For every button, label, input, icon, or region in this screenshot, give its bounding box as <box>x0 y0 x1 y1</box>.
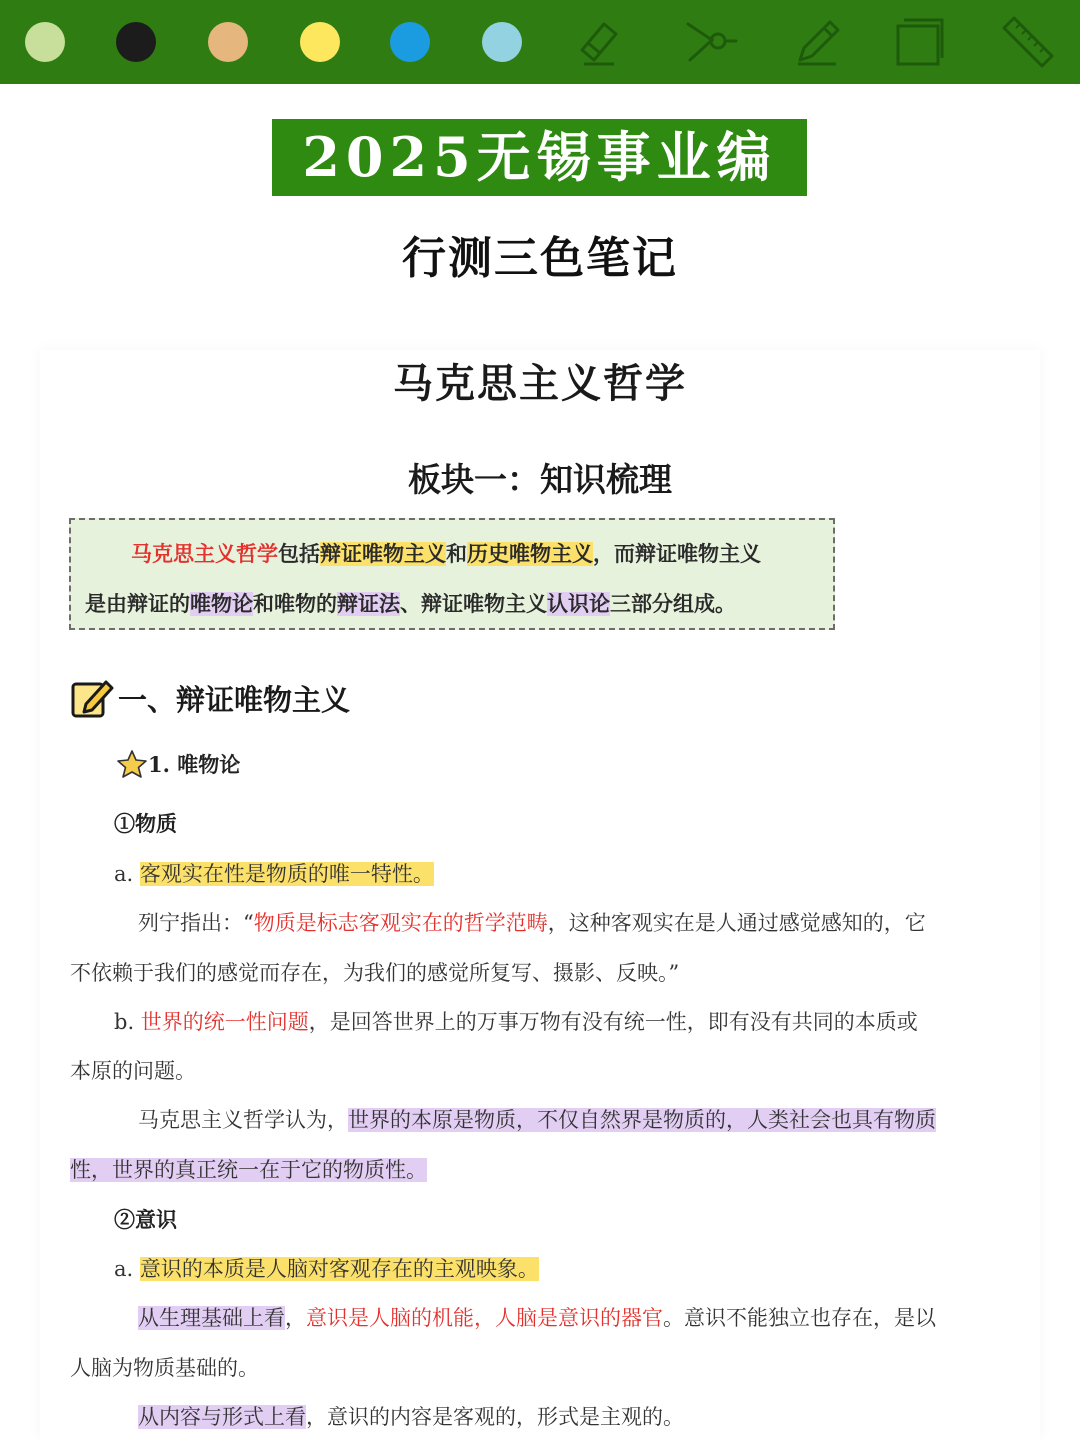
body-text: ， <box>285 1306 306 1330</box>
highlight-text: 从内容与形式上看 <box>138 1405 306 1429</box>
summary-text: 、辩证唯物主义 <box>400 592 547 616</box>
summary-text: 和唯物的 <box>253 592 337 616</box>
physiology-line-2: 人脑为物质基础的。 <box>70 1356 259 1380</box>
body-text: 列宁指出：“ <box>138 911 254 935</box>
content-form-line <box>138 1401 684 1431</box>
red-term: 意识是人脑的机能，人脑是意识的器官 <box>306 1306 663 1330</box>
summary-highlight: 认识论 <box>547 592 610 616</box>
subtitle: 行测三色笔记 <box>402 233 678 284</box>
matter-point-b-line-2: 本原的问题。 <box>70 1059 196 1083</box>
summary-text: 和 <box>446 542 467 566</box>
color-swatch-light-green[interactable] <box>25 22 65 62</box>
compass-icon[interactable] <box>682 14 738 70</box>
color-swatch-light-blue[interactable] <box>482 22 522 62</box>
color-swatch-blue[interactable] <box>390 22 430 62</box>
eraser-icon[interactable] <box>570 14 626 70</box>
red-term: 物质是标志客观实在的哲学范畴 <box>253 911 548 935</box>
summary-box <box>69 518 835 630</box>
edit-note-icon <box>70 676 116 720</box>
heading-1 <box>70 676 350 720</box>
consciousness-point-a <box>114 1253 539 1283</box>
marxism-view-line-2 <box>70 1154 427 1184</box>
summary-line-1 <box>131 538 761 568</box>
heading-1-text: 一、辩证唯物主义 <box>118 682 351 717</box>
color-swatch-tan[interactable] <box>208 22 248 62</box>
heading-2-text: 1. 唯物论 <box>148 752 241 777</box>
summary-term: 马克思主义哲学 <box>131 542 278 566</box>
summary-text: 包括 <box>278 542 320 566</box>
body-text: 马克思主义哲学认为， <box>138 1108 348 1132</box>
list-label: a. <box>114 1257 140 1281</box>
marxism-view-line-1 <box>138 1104 936 1134</box>
summary-line-2 <box>85 588 736 618</box>
red-term: 世界的统一性问题 <box>140 1010 309 1034</box>
lenin-quote-line-2: 不依赖于我们的感觉而存在，为我们的感觉所复写、摄影、反映。” <box>70 961 680 985</box>
body-text: ，这种客观实在是人通过感觉感知的，它 <box>547 911 926 935</box>
section-title: 板块一：知识梳理 <box>408 460 672 499</box>
summary-highlight: 唯物论 <box>190 592 253 616</box>
star-icon <box>116 748 148 780</box>
highlight-text: 意识的本质是人脑对客观存在的主观映象。 <box>139 1257 539 1281</box>
summary-text: ，而辩证唯物主义 <box>593 542 761 566</box>
list-label: b. <box>114 1010 141 1034</box>
subheading-consciousness: ②意识 <box>114 1207 177 1232</box>
summary-highlight: 历史唯物主义 <box>467 542 593 566</box>
main-title: 2025无锡事业编 <box>272 119 807 196</box>
summary-highlight: 辩证唯物主义 <box>320 542 446 566</box>
pencil-icon[interactable] <box>790 14 846 70</box>
lenin-quote-line-1 <box>138 907 926 937</box>
ruler-icon[interactable] <box>1000 14 1056 70</box>
heading-2 <box>116 748 240 780</box>
matter-point-b <box>114 1006 918 1036</box>
toolbar <box>0 0 1080 84</box>
body-text: 。意识不能独立也存在，是以 <box>663 1306 936 1330</box>
subheading-matter: ①物质 <box>114 811 177 836</box>
summary-text: 是由辩证的 <box>85 592 190 616</box>
body-text: ，意识的内容是客观的，形式是主观的。 <box>306 1405 684 1429</box>
color-swatch-yellow[interactable] <box>300 22 340 62</box>
highlight-text: 从生理基础上看 <box>138 1306 285 1330</box>
summary-text: 三部分组成。 <box>610 592 736 616</box>
highlight-text: 世界的本原是物质，不仅自然界是物质的，人类社会也具有物质 <box>348 1108 936 1132</box>
color-swatch-black[interactable] <box>116 22 156 62</box>
physiology-line-1 <box>138 1302 936 1332</box>
body-text: ，是回答世界上的万事万物有没有统一性，即有没有共同的本质或 <box>308 1010 918 1034</box>
document-title: 马克思主义哲学 <box>393 360 687 407</box>
matter-point-a <box>114 858 434 888</box>
layers-icon[interactable] <box>892 14 948 70</box>
highlight-text: 性，世界的真正统一在于它的物质性。 <box>70 1158 427 1182</box>
summary-highlight: 辩证法 <box>337 592 400 616</box>
highlight-text: 客观实在性是物质的唯一特性。 <box>139 862 434 886</box>
list-label: a. <box>114 862 140 886</box>
